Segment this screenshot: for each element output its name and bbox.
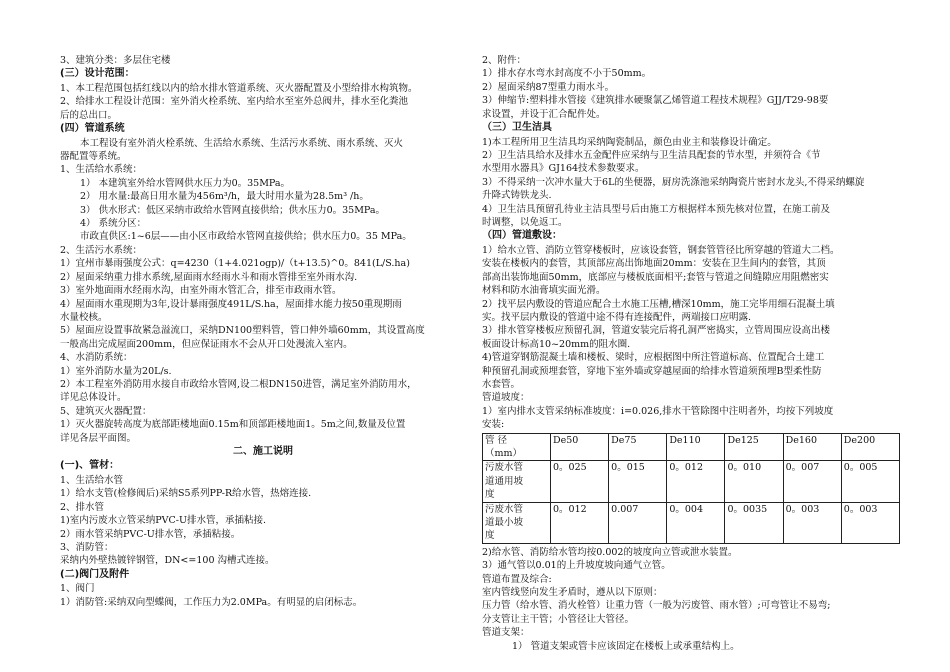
pipe-slope-table [482,433,900,544]
text-line: 1） 管道支架或管卡应该固定在楼板上或承重结构上。 [512,640,740,652]
header-label-line: （mm） [485,447,523,459]
text-line: 升降式铸铁龙头. [482,190,552,202]
text-line: 4）屋面雨水重现期为3年,设计暴雨强度491L/S.ha，屋面排水能力按50重现期雨 [60,298,402,310]
slope-table-header-label [483,433,551,461]
text-line: 采纳内外壁热镀锌钢管，DN<=100 沟槽式连接。 [60,555,275,567]
slope-value-cell: 0。007 [783,461,841,502]
text-line: 1）室内排水支管采纳标准坡度：i=0.026,排水干管除图中注明者外，均按下列坡度 [482,405,834,417]
text-line: 2） 用水量:最高日用水量为456m³/h，最大时用水量为28.5m³ /h。 [80,191,369,203]
slope-value-cell: 0。012 [667,461,725,502]
slope-table-header-row [483,433,900,461]
text-line: 后的总出口。 [60,109,118,121]
diameter-cell: De50 [551,433,609,461]
text-line: 4）卫生洁具预留孔待业主洁具型号后由施工方根据样本预先核对位置，在施工前及 [482,203,831,215]
slope-value-cell: 0。0035 [725,502,783,543]
row-label [483,502,551,543]
diameter-cell: De110 [667,433,725,461]
section-heading: (三）设计范围： [60,68,135,80]
section-heading: (二)阀门及附件 [60,568,130,580]
right-column-bottom-text [482,546,904,653]
row-label [483,461,551,502]
text-line: 2）雨水管采纳PVC-U排水管，承插粘接。 [60,528,241,540]
text-line: 3、建筑分类：多层住宅楼 [60,55,171,66]
right-column-top-text [482,54,904,432]
text-line: 室内管线竖向发生矛盾时，遵从以下原则： [482,587,663,599]
text-line: 器配置等系统。 [60,151,127,163]
diameter-cell: De200 [841,433,899,461]
text-line: 4)管道穿钢筋混凝土墙和楼板、梁时，应根据图中所注管道标高、位置配合土建工 [482,352,825,364]
text-line: 5）屋面应设置事故紧急溢流口，采纳DN100塑料管，管口伸外墙60mm，其设置高度 [60,325,425,337]
diameter-cell: De75 [609,433,667,461]
text-line: 1）灭火器旋转高度为底部距楼地面0.15m和顶部距楼地面1。5m之间,数量及位置 [60,419,406,431]
section-heading: (一)、管材： [60,460,120,472]
text-line: 2）屋面采纳重力排水系统,屋面雨水经雨水斗和雨水管排至室外雨水沟. [60,271,358,283]
text-line: 种预留孔洞或预埋套管，穿地下室外墙或穿越屋面的给排水管道须预埋B型柔性防 [482,365,822,377]
diameter-cell: De160 [783,433,841,461]
text-line: 安装: [482,419,505,431]
slope-value-cell: 0。005 [841,461,899,502]
text-line: 1）消防管:采纳双向型蝶阀，工作压力为2.0MPa。有明显的启闭标志。 [60,596,363,608]
text-line: 一般高出完成屋面200mm，但应保证雨水不会从开口处漫流入室内。 [60,338,353,350]
text-line: 1）室外消防水量为20L/s. [60,365,172,377]
text-line: 2)给水管、消防给水管均按0.002的坡度向立管或泄水装置。 [482,546,738,558]
text-line: 4） 系统分区： [80,218,147,230]
text-line: 部高出装饰地面50mm，底部应与楼板底面相平;套管与管道之间缝隙应用阻燃密实 [482,271,829,283]
slope-value-cell: 0。003 [841,502,899,543]
text-line: 市政直供区:1~6层——由小区市政给水管网直接供给；供水压力0。35 MPa。 [80,231,412,243]
text-line: 详见总体设计。 [60,392,127,404]
text-line: 5、建筑灭火器配置： [60,405,152,417]
text-line: 1、阀门 [60,583,95,595]
row-label-line: 污废水管 [485,462,524,474]
text-line: 3）不得采纳一次冲水量大于6L的坐便器，厨房洗涤池采纳陶瓷片密封水龙头,不得采纳螺旋 [482,176,865,188]
row-label-line: 度 [485,489,495,501]
header-label-line: 管 径 [485,434,508,446]
slope-table-row-minimum [483,502,900,543]
text-line: 压力管（给水管、消火栓管）让重力管（一般为污废管、雨水管）;可弯管让不易弯; [482,600,831,612]
text-line: 安装在楼板内的套管，其顶部应高出饰地面20mm：安装在卫生间内的套管，其顶 [482,258,826,270]
text-line: 1）宜州市暴雨强度公式：q=4230（1+4.021ogp)/（t+13.5)^0。841(L/S.ha) [60,258,410,270]
text-line: 2）屋面采纳87型重力雨水斗。 [482,81,615,93]
right-column [482,54,904,653]
slope-value-cell: 0。004 [667,502,725,543]
section-heading: （四）管道敷设： [482,230,562,242]
text-line: 实。找平层内敷设的管道中途不得有连接配件，两端接口应明露. [482,311,752,323]
text-line: 1）给水立管、消防立管穿楼板时，应该设套管，钢套管管径比所穿越的管道大二档。 [482,244,840,256]
text-line: 1)本工程所用卫生洁具均采纳陶瓷制品，颜色由业主和装修设计确定。 [482,136,777,148]
text-line: 1、生活给水系统： [60,164,143,176]
text-line: 板面设计标高10~20mm的阻水圈. [482,338,631,350]
text-line: 分支管让主干管；小管径让大管径。 [482,613,635,625]
row-label-line: 度 [485,530,495,542]
text-line: 3）伸缩节:塑料排水管接《建筑排水硬聚氯乙烯管道工程技术规程》GJJ/T29-98要 [482,95,829,107]
text-line: 管道支架： [482,627,530,639]
text-line: 3）室外地面雨水经雨水沟，由室外雨水管汇合，排至市政雨水管。 [60,285,342,297]
text-line: 2）本工程室外消防用水接自市政给水管网,设二根DN150进管，满足室外消防用水， [60,378,417,390]
text-line: 本工程设有室外消火栓系统、生活给水系统、生活污水系统、雨水系统、灭火 [80,137,404,149]
text-line: 管道布置及综合: [482,573,552,585]
text-line: 2、给排水工程设计范围：室外消火栓系统、室内给水至室外总阀井，排水至化粪池 [60,96,409,108]
text-line: 3）排水管穿楼板应预留孔洞，管道安装完后将孔洞严密捣实，立管周围应设高出楼 [482,325,831,337]
text-line: 1、生活给水管 [60,474,124,486]
text-line: 材料和防水油膏填实面光滑。 [482,285,606,297]
slope-value-cell: 0。003 [783,502,841,543]
diameter-cell: De125 [725,433,783,461]
text-line: 4、水消防系统： [60,352,133,364]
row-label-line: 道通用坡 [485,475,524,487]
text-line: 水型用水器具》GJ164技术参数要求。 [482,163,645,175]
text-line: 时调整，以免返工。 [482,216,568,228]
slope-value-cell: 0。010 [725,461,783,502]
chapter-heading: 二、施工说明 [233,445,293,457]
text-line: 水量校核。 [60,311,108,323]
text-line: 1） 本建筑室外给水管网供水压力为0。35MPa。 [80,177,291,189]
slope-value-cell: 0.007 [609,502,667,543]
slope-value-cell: 0。015 [609,461,667,502]
text-line: 3）通气管以0.01的上升坡度坡向通气立管。 [482,560,671,572]
text-line: 1、本工程范围包括红线以内的给水排水管道系统、灭火器配置及小型给排水构筑物。 [60,82,418,94]
text-line: 水套管。 [482,378,521,390]
text-line: 1）排水存水弯水封高度不小于50mm。 [482,68,652,80]
text-line: 2）卫生洁具给水及排水五金配件应采纳与卫生洁具配套的节水型，并须符合《节 [482,149,821,161]
text-line: 2）找平层内敷设的管道应配合土水施工压槽,槽深10mm，施工完毕用细石混凝土填 [482,298,835,310]
text-line: 求设置，并设于汇合配件处。 [482,108,606,120]
section-heading: (四）管道系统 [60,123,125,135]
row-label-line: 污废水管 [485,503,524,515]
slope-value-cell: 0。025 [551,461,609,502]
text-line: 详见各层平面图。 [60,432,137,444]
text-line: 2、排水管 [60,501,105,513]
text-line: 3） 供水形式：低区采纳市政给水管网直接供给；供水压力0。35MPa。 [80,204,386,216]
slope-value-cell: 0。012 [551,502,609,543]
section-heading: （三）卫生洁具 [482,122,552,134]
text-line: 2、生活污水系统： [60,244,143,256]
text-line: 3、消防管： [60,542,114,553]
row-label-line: 道最小坡 [485,517,524,528]
left-column [60,54,466,609]
text-line: 1）给水支管(检修阀后)采纳S5系列PP-R给水管，热熔连接. [60,488,312,500]
slope-table-row-general [483,461,900,502]
text-line: 2、附件： [482,55,527,66]
text-line: 管道坡度： [482,392,530,404]
text-line: 1)室内污废水立管采纳PVC-U排水管，承插粘接. [60,515,267,527]
